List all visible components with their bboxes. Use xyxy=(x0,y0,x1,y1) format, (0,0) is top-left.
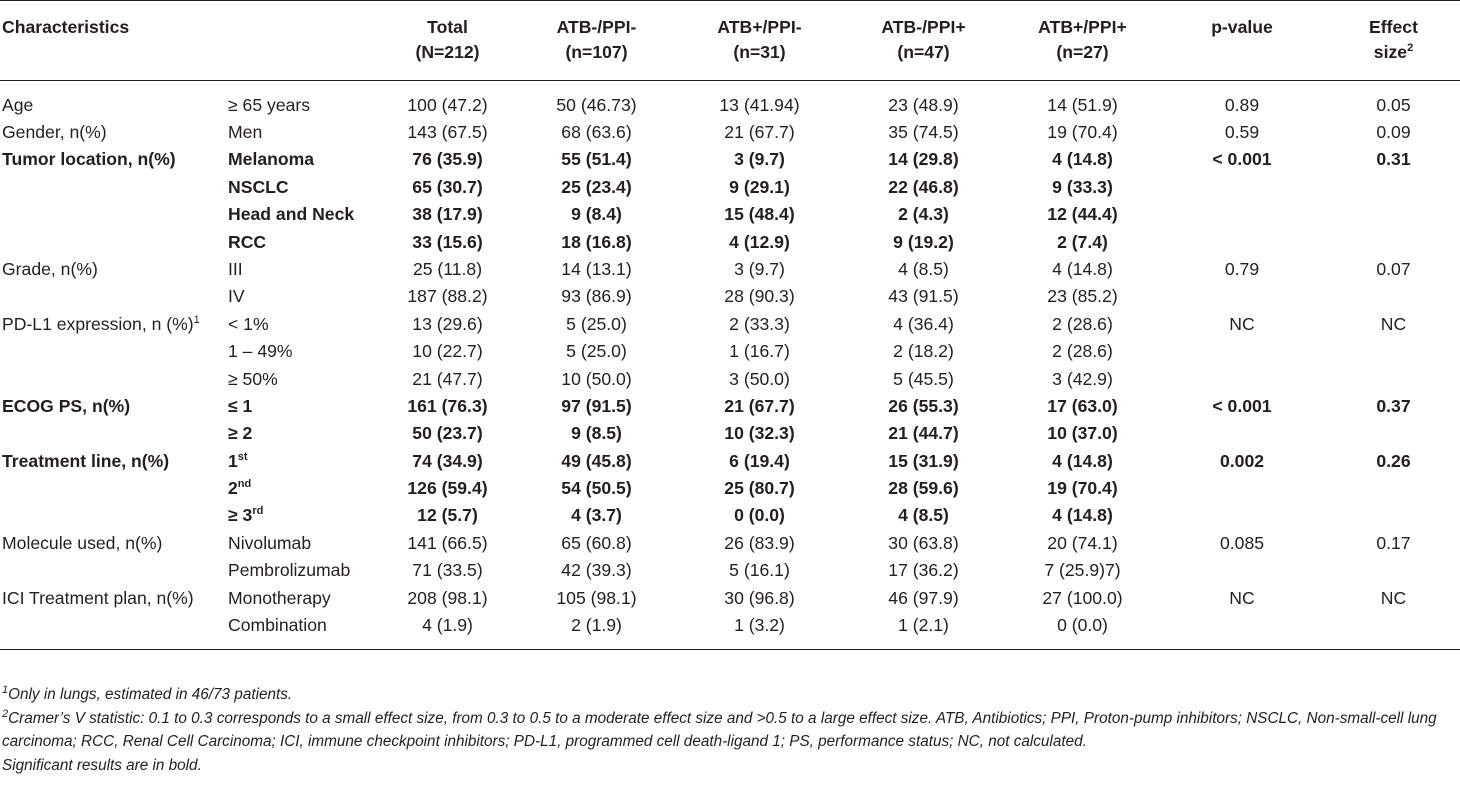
table-row xyxy=(0,530,1460,557)
row-characteristic: ICI Treatment plan, n(%) xyxy=(2,587,194,608)
cell-atb-neg-ppi-pos: 22 (46.8) xyxy=(888,176,959,197)
cell-p-value: NC xyxy=(1229,587,1255,608)
cell-effect-size xyxy=(1327,229,1460,256)
cell-atb-neg-ppi-neg: 54 (50.5) xyxy=(561,478,632,499)
row-characteristic xyxy=(0,475,224,502)
header-atb-neg-ppi-neg: ATB-/PPI- (n=107) xyxy=(556,17,637,62)
cell-atb-pos-ppi-pos: 4 (14.8) xyxy=(1052,149,1113,170)
row-characteristic: Treatment line, n(%) xyxy=(2,450,170,471)
cell-atb-pos-ppi-neg: 1 (16.7) xyxy=(729,341,790,362)
cell-effect-size: 0.17 xyxy=(1376,532,1411,553)
row-category: ≥ 65 years xyxy=(228,95,311,115)
row-characteristic: Grade, n(%) xyxy=(2,258,98,279)
cell-total: 65 (30.7) xyxy=(412,176,483,197)
cell-effect-size: 0.31 xyxy=(1376,149,1411,170)
cell-atb-pos-ppi-pos: 19 (70.4) xyxy=(1047,122,1118,142)
table-row xyxy=(0,366,1460,393)
cell-total: 74 (34.9) xyxy=(412,450,483,471)
cell-atb-pos-ppi-neg: 15 (48.4) xyxy=(724,204,795,225)
header-blank xyxy=(224,1,382,81)
cell-atb-pos-ppi-pos: 4 (14.8) xyxy=(1052,450,1113,471)
cell-atb-pos-ppi-neg: 21 (67.7) xyxy=(724,395,795,416)
cell-atb-neg-ppi-neg: 65 (60.8) xyxy=(561,532,632,553)
cell-atb-pos-ppi-neg: 5 (16.1) xyxy=(729,560,790,581)
cell-atb-neg-ppi-neg: 93 (86.9) xyxy=(561,286,632,307)
header-atb-pos-ppi-pos: ATB+/PPI+ (n=27) xyxy=(1038,17,1127,62)
cell-total: 143 (67.5) xyxy=(407,122,488,142)
cell-p-value: 0.002 xyxy=(1219,450,1265,471)
cell-total: 13 (29.6) xyxy=(412,313,483,334)
cell-atb-pos-ppi-pos: 7 (25.9)7) xyxy=(1044,560,1121,581)
cell-atb-pos-ppi-neg: 1 (3.2) xyxy=(734,615,785,636)
cell-effect-size xyxy=(1327,283,1460,310)
cell-atb-neg-ppi-pos: 15 (31.9) xyxy=(888,450,959,471)
cell-atb-pos-ppi-pos: 19 (70.4) xyxy=(1047,478,1118,499)
row-category: ≥ 50% xyxy=(228,368,278,389)
table-body xyxy=(0,81,1460,650)
row-characteristic xyxy=(0,557,224,584)
header-p-value: p-value xyxy=(1211,17,1273,37)
table-row xyxy=(0,256,1460,283)
cell-total: 76 (35.9) xyxy=(412,149,483,170)
cell-atb-neg-ppi-pos: 14 (29.8) xyxy=(888,149,959,170)
cell-atb-neg-ppi-pos: 1 (2.1) xyxy=(898,615,949,636)
cell-p-value: 0.79 xyxy=(1224,258,1260,279)
cell-p-value xyxy=(1157,283,1327,310)
cell-atb-pos-ppi-neg: 3 (9.7) xyxy=(734,149,785,170)
cell-effect-size: 0.37 xyxy=(1376,395,1411,416)
footnotes xyxy=(2,683,1458,777)
cell-total: 126 (59.4) xyxy=(407,478,488,499)
cell-atb-neg-ppi-pos: 23 (48.9) xyxy=(888,95,959,115)
row-category: < 1% xyxy=(228,313,269,334)
header-effect-size: Effect size$^2$ xyxy=(1369,17,1418,62)
cell-atb-pos-ppi-pos: 9 (33.3) xyxy=(1052,176,1113,197)
cell-atb-neg-ppi-pos: 4 (36.4) xyxy=(893,313,954,334)
row-characteristic xyxy=(0,201,224,228)
cell-atb-pos-ppi-pos: 2 (28.6) xyxy=(1052,341,1113,362)
table-row xyxy=(0,585,1460,612)
cell-atb-pos-ppi-pos: 14 (51.9) xyxy=(1047,95,1118,115)
row-category: III xyxy=(228,258,243,279)
cell-effect-size: 0.09 xyxy=(1376,122,1411,142)
cell-effect-size xyxy=(1327,557,1460,584)
cell-atb-neg-ppi-pos: 17 (36.2) xyxy=(888,560,959,581)
cell-effect-size xyxy=(1327,366,1460,393)
cell-total: 187 (88.2) xyxy=(407,286,488,307)
cell-atb-pos-ppi-neg: 25 (80.7) xyxy=(724,478,795,499)
table-header xyxy=(0,1,1460,81)
cell-atb-pos-ppi-neg: 2 (33.3) xyxy=(729,313,790,334)
row-category: Monotherapy xyxy=(228,587,331,608)
table-row xyxy=(0,81,1460,120)
table-row xyxy=(0,393,1460,420)
cell-atb-neg-ppi-neg: 18 (16.8) xyxy=(561,231,632,252)
cell-atb-neg-ppi-pos: 2 (4.3) xyxy=(898,204,949,225)
cell-total: 141 (66.5) xyxy=(407,532,488,553)
cell-effect-size: 0.26 xyxy=(1376,450,1411,471)
row-category: Men xyxy=(228,122,263,142)
cell-atb-neg-ppi-neg: 50 (46.73) xyxy=(556,95,637,115)
table-row xyxy=(0,311,1460,338)
cell-total: 208 (98.1) xyxy=(407,587,488,608)
cell-atb-neg-ppi-neg: 4 (3.7) xyxy=(571,505,622,526)
cell-atb-neg-ppi-neg: 5 (25.0) xyxy=(566,341,627,362)
cell-atb-pos-ppi-pos: 4 (14.8) xyxy=(1052,258,1113,279)
cell-atb-pos-ppi-neg: 9 (29.1) xyxy=(729,176,790,197)
cell-total: 161 (76.3) xyxy=(407,395,488,416)
cell-effect-size xyxy=(1327,502,1460,529)
cell-p-value xyxy=(1157,475,1327,502)
cell-atb-neg-ppi-pos: 43 (91.5) xyxy=(888,286,959,307)
table-row xyxy=(0,502,1460,529)
cell-total: 50 (23.7) xyxy=(412,423,483,444)
cell-p-value xyxy=(1157,612,1327,650)
cell-atb-pos-ppi-neg: 10 (32.3) xyxy=(724,423,795,444)
cell-total: 71 (33.5) xyxy=(412,560,483,581)
cell-effect-size xyxy=(1327,612,1460,650)
cell-total: 21 (47.7) xyxy=(412,368,483,389)
row-category: Melanoma xyxy=(228,149,315,170)
row-category: RCC xyxy=(228,231,267,252)
row-characteristic xyxy=(0,502,224,529)
header-atb-neg-ppi-pos: ATB-/PPI+ (n=47) xyxy=(881,17,966,62)
cell-atb-neg-ppi-neg: 2 (1.9) xyxy=(571,615,622,636)
cell-atb-pos-ppi-neg: 30 (96.8) xyxy=(724,587,795,608)
table-row xyxy=(0,557,1460,584)
table-row xyxy=(0,146,1460,173)
table-row xyxy=(0,448,1460,475)
cell-atb-pos-ppi-neg: 26 (83.9) xyxy=(724,532,795,553)
row-category: ≤ 1 xyxy=(228,395,253,416)
cell-atb-neg-ppi-pos: 35 (74.5) xyxy=(888,122,959,142)
cell-atb-pos-ppi-pos: 12 (44.4) xyxy=(1047,204,1118,225)
table-row xyxy=(0,612,1460,650)
row-characteristic xyxy=(0,338,224,365)
cell-atb-pos-ppi-pos: 27 (100.0) xyxy=(1042,587,1123,608)
cell-effect-size xyxy=(1327,420,1460,447)
cell-atb-neg-ppi-neg: 5 (25.0) xyxy=(566,313,627,334)
cell-p-value: NC xyxy=(1229,313,1255,334)
cell-p-value xyxy=(1157,174,1327,201)
table-row xyxy=(0,283,1460,310)
row-category: Combination xyxy=(228,615,327,636)
cell-p-value xyxy=(1157,201,1327,228)
cell-atb-pos-ppi-neg: 0 (0.0) xyxy=(734,505,785,526)
row-characteristic: Tumor location, n(%) xyxy=(2,149,176,170)
header-total: Total (N=212) xyxy=(415,17,480,62)
cell-p-value xyxy=(1157,229,1327,256)
table-row xyxy=(0,475,1460,502)
row-characteristic: Gender, n(%) xyxy=(2,122,107,142)
cell-effect-size: NC xyxy=(1380,313,1407,334)
cell-effect-size xyxy=(1327,475,1460,502)
cell-p-value xyxy=(1157,338,1327,365)
cell-atb-pos-ppi-neg: 21 (67.7) xyxy=(724,122,795,142)
row-category: ≥ 2 xyxy=(228,423,253,444)
footnote: Significant results are in bold. xyxy=(2,756,202,774)
cell-atb-neg-ppi-pos: 26 (55.3) xyxy=(888,395,959,416)
cell-p-value: 0.59 xyxy=(1224,122,1260,142)
table-row xyxy=(0,119,1460,146)
header-atb-pos-ppi-neg: ATB+/PPI- (n=31) xyxy=(717,17,802,62)
cell-atb-neg-ppi-neg: 14 (13.1) xyxy=(561,258,632,279)
cell-atb-neg-ppi-pos: 5 (45.5) xyxy=(893,368,954,389)
cell-total: 12 (5.7) xyxy=(417,505,478,526)
footnote: $^1$Only in lungs, estimated in 46/73 patients. xyxy=(2,683,293,703)
table-row xyxy=(0,338,1460,365)
row-characteristic: ECOG PS, n(%) xyxy=(2,395,131,416)
cell-total: 33 (15.6) xyxy=(412,231,483,252)
cell-atb-neg-ppi-pos: 9 (19.2) xyxy=(893,231,954,252)
cell-p-value: < 0.001 xyxy=(1212,395,1272,416)
row-category: ≥ 3rd xyxy=(228,505,264,526)
cell-p-value xyxy=(1157,420,1327,447)
cell-atb-neg-ppi-neg: 55 (51.4) xyxy=(561,149,632,170)
cell-effect-size xyxy=(1327,174,1460,201)
footnote: $^2$Cramer’s V statistic: 0.1 to 0.3 corresponds to a small effect size, from 0.3 to 0.5 to a moderate effect size and >0.5 to a large effect size. ATB, Antibiotics; PPI, Proton-pump inhibitors; NSCLC, Non-small-cell lung carcinoma; RCC, Renal Cell Carcinoma; ICI, immune checkpoint inhibitors; PD-L1, programmed cell death-ligand 1; PS, performance status; NC, not calculated. xyxy=(2,707,1437,750)
table-row xyxy=(0,174,1460,201)
cell-total: 25 (11.8) xyxy=(412,258,483,279)
cell-effect-size: NC xyxy=(1380,587,1407,608)
row-characteristic xyxy=(0,229,224,256)
cell-atb-pos-ppi-neg: 3 (50.0) xyxy=(729,368,790,389)
cell-total: 10 (22.7) xyxy=(412,341,483,362)
row-category: IV xyxy=(228,286,245,307)
cell-atb-neg-ppi-pos: 21 (44.7) xyxy=(888,423,959,444)
cell-atb-neg-ppi-neg: 68 (63.6) xyxy=(561,122,632,142)
cell-effect-size: 0.05 xyxy=(1376,95,1411,115)
row-category: 1 – 49% xyxy=(228,341,293,362)
cell-p-value: 0.085 xyxy=(1219,532,1265,553)
cell-atb-pos-ppi-neg: 3 (9.7) xyxy=(734,258,785,279)
cell-atb-pos-ppi-pos: 10 (37.0) xyxy=(1047,423,1118,444)
cell-atb-neg-ppi-pos: 4 (8.5) xyxy=(898,505,949,526)
cell-atb-pos-ppi-neg: 4 (12.9) xyxy=(729,231,790,252)
row-category: Pembrolizumab xyxy=(228,560,351,581)
row-category: Nivolumab xyxy=(228,532,312,553)
cell-atb-pos-ppi-pos: 2 (28.6) xyxy=(1052,313,1113,334)
cell-total: 38 (17.9) xyxy=(412,204,483,225)
header-characteristics: Characteristics xyxy=(2,17,130,37)
row-characteristic xyxy=(0,366,224,393)
cell-effect-size xyxy=(1327,338,1460,365)
cell-atb-neg-ppi-neg: 25 (23.4) xyxy=(561,176,632,197)
table-row xyxy=(0,229,1460,256)
cell-atb-pos-ppi-neg: 28 (90.3) xyxy=(724,286,795,307)
cell-atb-pos-ppi-neg: 13 (41.94) xyxy=(719,95,800,115)
row-characteristic: PD-L1 expression, n (%)$^1$ xyxy=(2,313,200,334)
cell-atb-neg-ppi-pos: 46 (97.9) xyxy=(888,587,959,608)
cell-p-value xyxy=(1157,502,1327,529)
cell-atb-neg-ppi-neg: 97 (91.5) xyxy=(561,395,632,416)
cell-atb-neg-ppi-pos: 4 (8.5) xyxy=(898,258,949,279)
row-category: Head and Neck xyxy=(228,204,355,225)
table-row xyxy=(0,420,1460,447)
cell-total: 4 (1.9) xyxy=(422,615,473,636)
cell-atb-pos-ppi-neg: 6 (19.4) xyxy=(729,450,790,471)
cell-p-value: 0.89 xyxy=(1224,95,1260,115)
row-category: 1st xyxy=(228,450,248,471)
cell-atb-neg-ppi-neg: 9 (8.5) xyxy=(571,423,622,444)
cell-atb-pos-ppi-pos: 23 (85.2) xyxy=(1047,286,1118,307)
table-row xyxy=(0,201,1460,228)
cell-atb-neg-ppi-neg: 42 (39.3) xyxy=(561,560,632,581)
cell-effect-size xyxy=(1327,201,1460,228)
cell-p-value xyxy=(1157,366,1327,393)
cell-p-value xyxy=(1157,557,1327,584)
cell-atb-neg-ppi-neg: 10 (50.0) xyxy=(561,368,632,389)
cell-atb-neg-ppi-neg: 49 (45.8) xyxy=(561,450,632,471)
cell-atb-neg-ppi-pos: 30 (63.8) xyxy=(888,532,959,553)
cell-atb-neg-ppi-pos: 2 (18.2) xyxy=(893,341,954,362)
row-characteristic xyxy=(0,612,224,650)
cell-p-value: < 0.001 xyxy=(1212,149,1272,170)
cell-atb-neg-ppi-pos: 28 (59.6) xyxy=(888,478,959,499)
cell-atb-pos-ppi-pos: 4 (14.8) xyxy=(1052,505,1113,526)
cell-atb-pos-ppi-pos: 2 (7.4) xyxy=(1057,231,1108,252)
row-category: 2nd xyxy=(228,478,252,499)
cell-atb-pos-ppi-pos: 0 (0.0) xyxy=(1057,615,1108,636)
row-characteristic: Age xyxy=(2,95,34,115)
cell-atb-pos-ppi-pos: 17 (63.0) xyxy=(1047,395,1118,416)
cell-total: 100 (47.2) xyxy=(407,95,488,115)
row-characteristic: Molecule used, n(%) xyxy=(2,532,163,553)
row-characteristic xyxy=(0,174,224,201)
row-characteristic xyxy=(0,420,224,447)
row-characteristic xyxy=(0,283,224,310)
cell-atb-pos-ppi-pos: 3 (42.9) xyxy=(1052,368,1113,389)
header-row xyxy=(0,1,1460,81)
cell-atb-neg-ppi-neg: 9 (8.4) xyxy=(571,204,622,225)
cell-effect-size: 0.07 xyxy=(1376,258,1411,279)
cell-atb-pos-ppi-pos: 20 (74.1) xyxy=(1047,532,1118,553)
cell-atb-neg-ppi-neg: 105 (98.1) xyxy=(556,587,637,608)
row-category: NSCLC xyxy=(228,176,289,197)
